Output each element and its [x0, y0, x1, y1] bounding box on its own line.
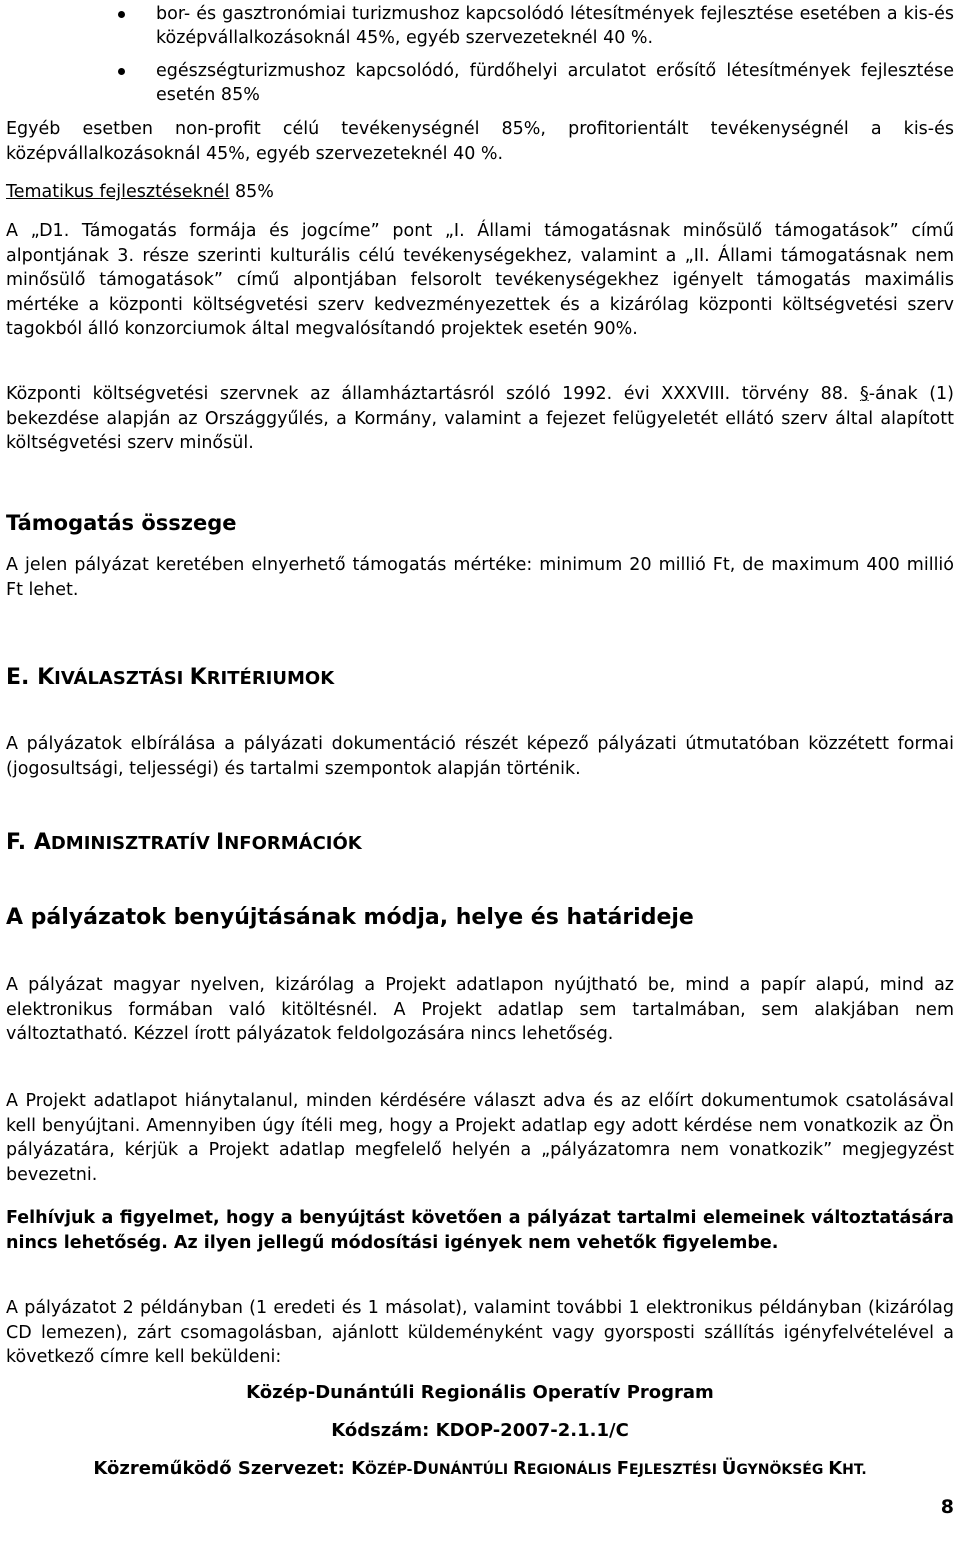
heading-benyujtas: A pályázatok benyújtásának módja, helye és határideje	[6, 905, 694, 930]
org-part: KÖZÉP-	[351, 1458, 413, 1479]
org-part: ÜGYNÖKSÉG	[721, 1458, 829, 1479]
tematikus-label: Tematikus fejlesztéseknél	[6, 182, 230, 202]
tematikus-value: 85%	[235, 182, 274, 202]
org-part: FEJLESZTÉSI	[616, 1458, 722, 1479]
paragraph-f1: A pályázat magyar nyelven, kizárólag a Projekt adatlapon nyújtható be, mind a papír alapú, mind az elektronikus formában való kitöltésnél. A Projekt adatlap sem tartalmában, sem alakjában nem változtatható. Kézzel írott pályázatok feldolgozására nincs lehetőség.	[6, 975, 954, 1044]
org-part: DUNÁNTÚLI	[412, 1458, 514, 1479]
heading-tamogatas-osszege: Támogatás összege	[6, 511, 237, 535]
address-program: Közép-Dunántúli Regionális Operatív Program	[246, 1382, 714, 1403]
list-item: bor- és gasztronómiai turizmushoz kapcsolódó létesítmények fejlesztése esetében a kis-és középvállalkozásoknál 45%, egyéb szervezeteknél 40 %.	[6, 2, 954, 50]
page-number: 8	[940, 1496, 954, 1518]
section-title-e: E. KIVÁLASZTÁSI KRITÉRIUMOK	[6, 665, 335, 690]
section-title-f: F. ADMINISZTRATÍV INFORMÁCIÓK	[6, 830, 362, 855]
paragraph-kozponti: Központi költségvetési szervnek az államháztartásról szóló 1992. évi XXXVIII. törvény 88. §-ának (1) bekezdése alapján az Országgyűlés, a Kormány, valamint a fejezet felügyeletét ellátó szerv által alapított költségvetési szerv minősül.	[6, 384, 955, 453]
paragraph-f3-warning: Felhívjuk a figyelmet, hogy a benyújtást követően a pályázat tartalmi elemeinek változtatására nincs lehetőség. Az ilyen jellegű módosítási igények nem vehetők figyelembe.	[6, 1208, 954, 1253]
org-part: KHT.	[828, 1458, 867, 1479]
paragraph-f4: A pályázatot 2 példányban (1 eredeti és 1 másolat), valamint további 1 elektronikus példányban (kizárólag CD lemezen), zárt csomagolásban, ajánlott küldeményként vagy gyorsposti szállítás igényfelvételével a következő címre kell beküldeni:	[6, 1298, 954, 1367]
org-part: REGIONÁLIS	[513, 1458, 617, 1479]
bullet-list	[6, 2, 954, 116]
address-code: Kódszám: KDOP-2007-2.1.1/C	[331, 1420, 629, 1441]
address-organization: Közreműködő Szervezet: KÖZÉP-DUNÁNTÚLI REGIONÁLIS FEJLESZTÉSI ÜGYNÖKSÉG KHT.	[93, 1458, 867, 1479]
bullet-icon	[118, 68, 125, 75]
paragraph-link[interactable]: §	[859, 384, 869, 404]
paragraph-e: A pályázatok elbírálása a pályázati dokumentáció részét képező pályázati útmutatóban közzétett formai (jogosultsági, teljességi) és tartalmi szempontok alapján történik.	[6, 734, 954, 779]
paragraph-d1: A „D1. Támogatás formája és jogcíme” pont „I. Állami támogatásnak minősülő támogatások” című alpontjának 3. része szerinti kulturális célú tevékenységekhez, valamint a „II. Állami támogatásnak nem minősülő támogatások” című alpontjában felsorolt tevékenységekhez igényelt támogatás maximális mértéke a központi költségvetési szerv kedvezményezettek és a kizárólag központi költségvetési szerv tagokból álló konzorciumok által megvalósítandó projektek esetén 90%.	[6, 221, 954, 339]
paragraph-tematikus	[6, 180, 954, 205]
paragraph-egyeb: Egyéb esetben non-profit célú tevékenységnél 85%, profitorientált tevékenységnél a kis-és középvállalkozásoknál 45%, egyéb szervezeteknél 40 %.	[6, 119, 954, 164]
paragraph-osszeg: A jelen pályázat keretében elnyerhető támogatás mértéke: minimum 20 millió Ft, de maximum 400 millió Ft lehet.	[6, 555, 954, 600]
list-item: egészségturizmushoz kapcsolódó, fürdőhelyi arculatot erősítő létesítmények fejlesztése esetén 85%	[6, 59, 954, 107]
paragraph-f2: A Projekt adatlapot hiánytalanul, minden kérdésére választ adva és az előírt dokumentumok csatolásával kell benyújtani. Amennyiben úgy ítéli meg, hogy a Projekt adatlap egy adott kérdése nem vonatkozik az Ön pályázatára, kérjük a Projekt adatlap megfelelő helyén a „pályázatomra nem vonatkozik” megjegyzést bevezetni.	[6, 1091, 954, 1185]
bullet-icon	[118, 11, 125, 18]
